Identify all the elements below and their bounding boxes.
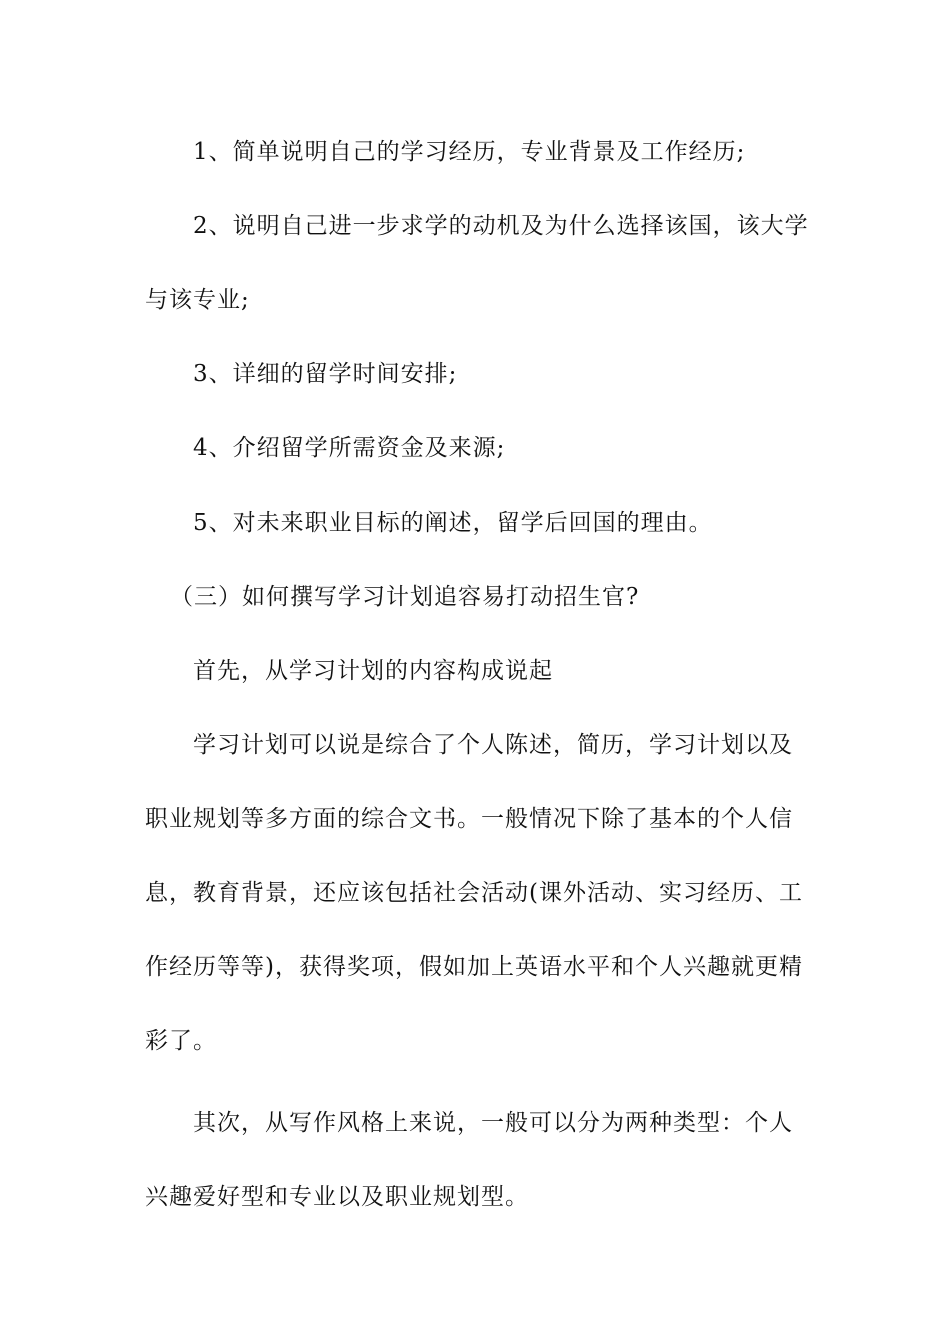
paragraph-first: 首先，从学习计划的内容构成说起: [193, 658, 553, 684]
list-item-1: 1、简单说明自己的学习经历，专业背景及工作经历;: [193, 139, 746, 165]
list-item-5: 5、对未来职业目标的阐述，留学后回国的理由。: [193, 510, 713, 536]
section-heading: （三）如何撰写学习计划追容易打动招生官?: [170, 584, 640, 610]
paragraph-content-line-4: 作经历等等)，获得奖项，假如加上英语水平和个人兴趣就更精: [145, 954, 803, 980]
paragraph-content-line-3: 息，教育背景，还应该包括社会活动(课外活动、实习经历、工: [145, 880, 803, 906]
paragraph-content-line-5: 彩了。: [145, 1028, 217, 1054]
list-item-2-continuation: 与该专业;: [145, 287, 250, 313]
paragraph-content-line-2: 职业规划等多方面的综合文书。一般情况下除了基本的个人信: [145, 806, 793, 832]
list-item-4: 4、介绍留学所需资金及来源;: [193, 435, 506, 461]
list-item-2: 2、说明自己进一步求学的动机及为什么选择该国，该大学: [193, 213, 809, 239]
paragraph-style-line-1: 其次，从写作风格上来说，一般可以分为两种类型：个人: [193, 1110, 793, 1136]
paragraph-content-line-1: 学习计划可以说是综合了个人陈述，简历，学习计划以及: [193, 732, 793, 758]
paragraph-style-line-2: 兴趣爱好型和专业以及职业规划型。: [145, 1184, 529, 1210]
list-item-3: 3、详细的留学时间安排;: [193, 361, 458, 387]
